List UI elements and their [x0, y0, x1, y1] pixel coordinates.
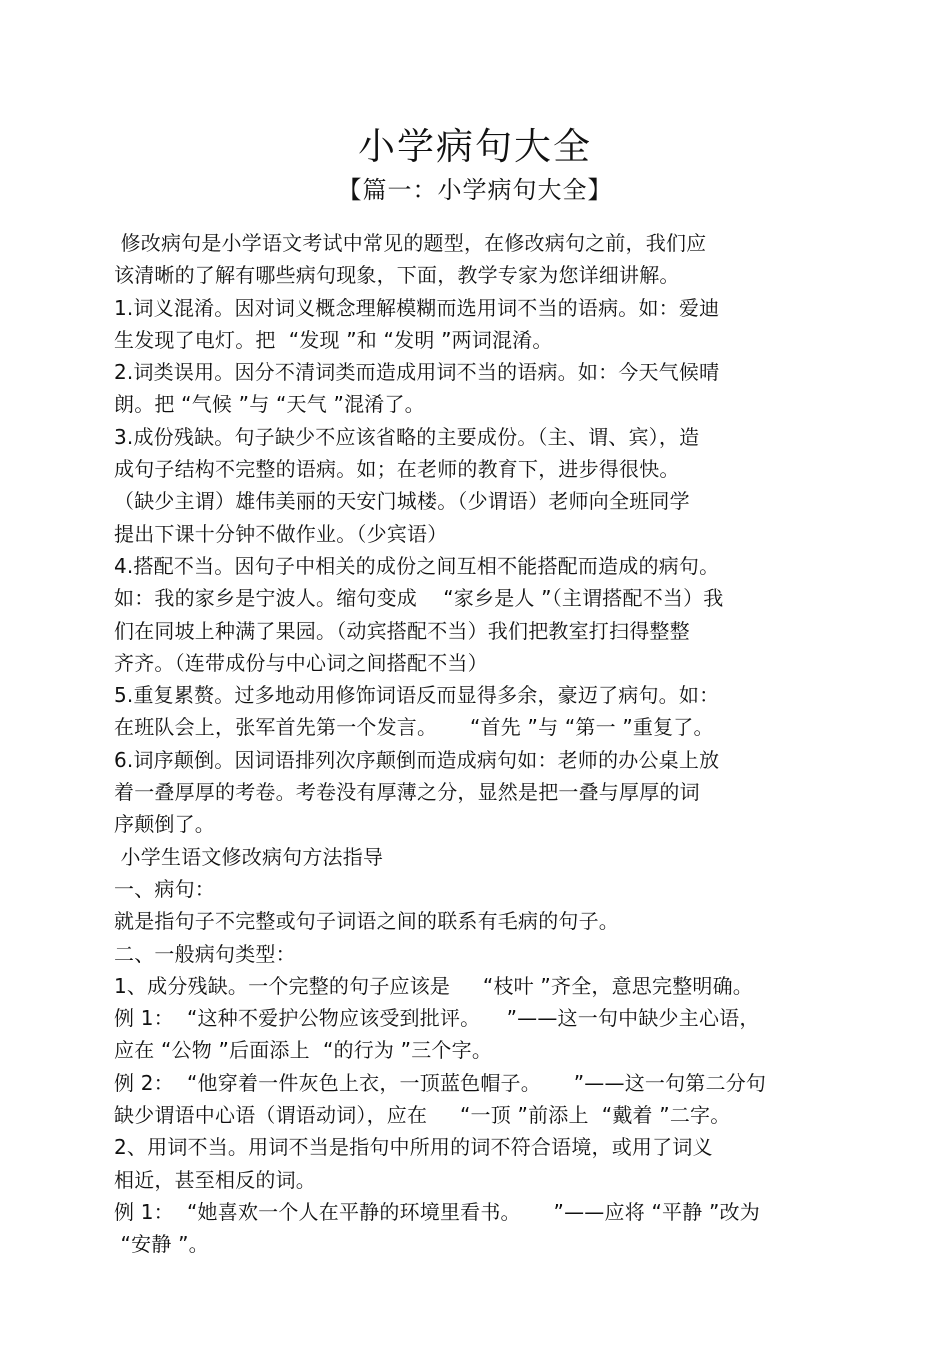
body-line: 5.重复累赘。过多地动用修饰词语反而显得多余，豪迈了病句。如：	[114, 683, 720, 708]
body-line: 提出下课十分钟不做作业。（少宾语）	[114, 521, 448, 546]
body-line: 例 1： “这种不爱护公物应该受到批评。 ”——这一句中缺少主心语，	[114, 1006, 760, 1031]
body-line: 成句子结构不完整的语病。如；在老师的教育下，进步得很快。	[114, 457, 680, 482]
body-line: （缺少主谓）雄伟美丽的天安门城楼。（少谓语）老师向全班同学	[114, 489, 690, 514]
body-line: 该清晰的了解有哪些病句现象，下面，教学专家为您详细讲解。	[114, 263, 680, 288]
body-line: 二、一般病句类型：	[114, 941, 296, 966]
body-line: 4.搭配不当。因句子中相关的成份之间互相不能搭配而造成的病句。	[114, 553, 720, 578]
body-line: 着一叠厚厚的考卷。考卷没有厚薄之分，显然是把一叠与厚厚的词	[114, 780, 700, 805]
body-line: 如：我的家乡是宁波人。缩句变成 “家乡是人 ”（主谓搭配不当）我	[114, 586, 724, 611]
body-line: 应在 “公物 ”后面添上 “的行为 ”三个字。	[114, 1038, 493, 1063]
body-line: 1、成分残缺。一个完整的句子应该是 “枝叶 ”齐全，意思完整明确。	[114, 973, 753, 998]
body-line: 6.词序颠倒。因词语排列次序颠倒而造成病句如：老师的办公桌上放	[114, 747, 720, 772]
body-line: 例 1： “她喜欢一个人在平静的环境里看书。 ”——应将 “平静 ”改为	[114, 1199, 760, 1224]
document-title: 小学病句大全	[358, 125, 592, 168]
body-line: 一、病句：	[114, 876, 215, 901]
body-line: 2.词类误用。因分不清词类而造成用词不当的语病。如：今天气候晴	[114, 360, 720, 385]
body-line: 序颠倒了。	[114, 812, 215, 837]
body-line: 在班队会上，张军首先第一个发言。 “首先 ”与 “第一 ”重复了。	[114, 715, 714, 740]
body-line: “安静 ”。	[114, 1232, 209, 1257]
body-line: 修改病句是小学语文考试中常见的题型，在修改病句之前，我们应	[114, 231, 707, 255]
document-body	[114, 227, 834, 1261]
body-line: 1.词义混淆。因对词义概念理解模糊而选用词不当的语病。如：爱迪	[114, 295, 720, 320]
body-line: 3.成份残缺。句子缺少不应该省略的主要成份。（主、谓、宾），造	[114, 424, 700, 449]
document-subtitle: 【篇一：小学病句大全】	[337, 176, 613, 204]
body-line: 就是指句子不完整或句子词语之间的联系有毛病的句子。	[114, 909, 619, 934]
body-line: 齐齐。（连带成份与中心词之间搭配不当）	[114, 650, 488, 675]
body-line: 朗。把 “气候 ”与 “天气 ”混淆了。	[114, 392, 425, 417]
body-line: 例 2： “他穿着一件灰色上衣，一顶蓝色帽子。 ”——这一句第二分句	[114, 1070, 767, 1095]
body-line: 生发现了电灯。把 “发现 ”和 “发明 ”两词混淆。	[114, 327, 553, 352]
body-line: 缺少谓语中心语（谓语动词），应在 “一顶 ”前添上 “戴着 ”二字。	[114, 1103, 731, 1128]
body-line: 2、用词不当。用词不当是指句中所用的词不符合语境，或用了词义	[114, 1135, 713, 1160]
body-line: 们在同坡上种满了果园。（动宾搭配不当）我们把教室打扫得整整	[114, 618, 690, 643]
body-line: 相近，甚至相反的词。	[114, 1167, 316, 1192]
body-line: 小学生语文修改病句方法指导	[114, 844, 384, 869]
